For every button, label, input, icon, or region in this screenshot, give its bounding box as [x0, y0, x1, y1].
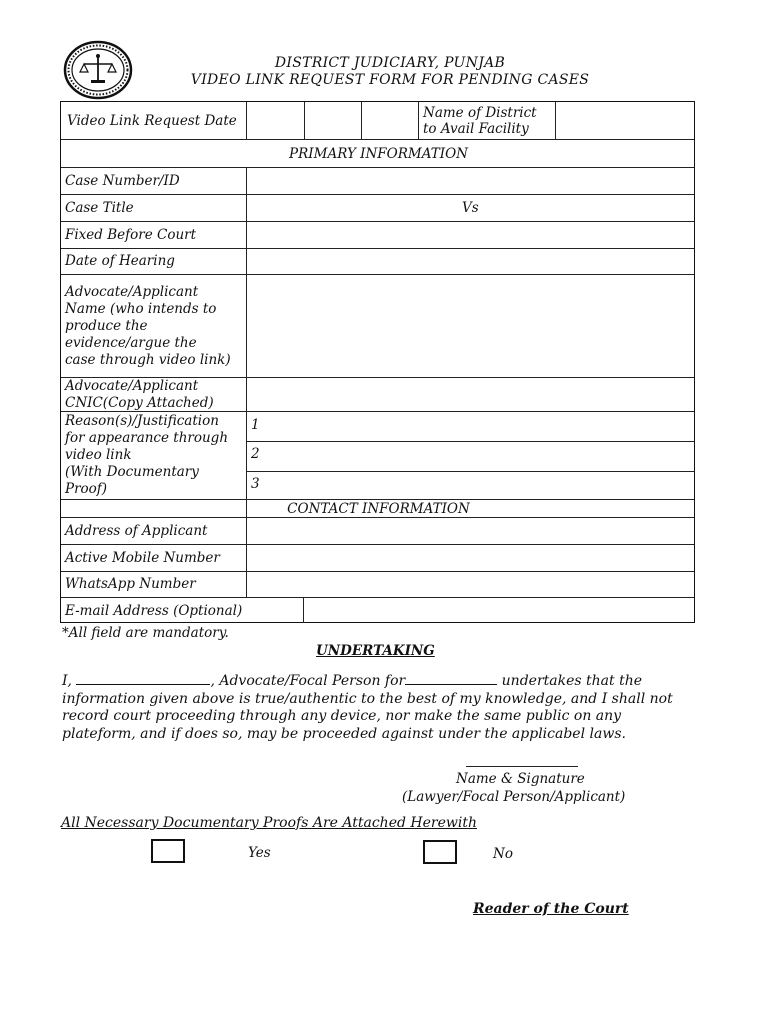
district-label-line1: Name of District: [423, 105, 537, 121]
request-date-label: Video Link Request Date: [67, 113, 237, 129]
undertaking-line1-start: I,: [62, 673, 72, 689]
proofs-statement: All Necessary Documentary Proofs Are Attached Herewith: [61, 815, 477, 831]
reason-label-line2: for appearance through: [65, 430, 229, 446]
case-title-field[interactable]: [247, 195, 693, 220]
address-field[interactable]: [247, 518, 693, 543]
case-number-field[interactable]: [247, 168, 693, 193]
undertaking-name-blank[interactable]: [76, 672, 210, 685]
undertaking-line1-middle: , Advocate/Focal Person for: [210, 673, 406, 689]
reason-2-field[interactable]: [266, 442, 693, 470]
address-label: Address of Applicant: [65, 523, 208, 539]
undertaking-line1-end: undertakes that the: [497, 673, 643, 689]
request-form-table: [60, 101, 695, 623]
reason-number-1: 1: [251, 417, 260, 433]
reason-label-line3: video link: [65, 447, 132, 463]
signature-name-label: Name & Signature: [456, 771, 585, 787]
mobile-field[interactable]: [247, 545, 693, 570]
case-number-label: Case Number/ID: [65, 173, 180, 189]
reader-of-court: Reader of the Court: [473, 901, 629, 917]
header-subtitle: VIDEO LINK REQUEST FORM FOR PENDING CASES: [190, 72, 590, 88]
whatsapp-field[interactable]: [247, 572, 693, 597]
cnic-field[interactable]: [247, 378, 693, 410]
undertaking-title: UNDERTAKING: [316, 643, 435, 659]
reason-label-line5: Proof): [65, 481, 108, 497]
proofs-no-checkbox[interactable]: [423, 840, 457, 864]
request-date-year-field[interactable]: [362, 103, 417, 138]
request-date-month-field[interactable]: [305, 103, 360, 138]
cnic-label-line2: CNIC(Copy Attached): [65, 395, 214, 411]
proofs-yes-checkbox[interactable]: [151, 839, 185, 863]
mandatory-note: *All field are mandatory.: [62, 625, 229, 641]
case-title-label: Case Title: [65, 200, 134, 216]
contact-information-heading: CONTACT INFORMATION: [287, 501, 470, 517]
reason-number-3: 3: [251, 476, 260, 492]
email-label: E-mail Address (Optional): [65, 603, 243, 619]
advocate-name-label-line5: case through video link): [65, 352, 231, 368]
cnic-label-line1: Advocate/Applicant: [65, 378, 199, 394]
district-label-line2: to Avail Facility: [423, 121, 529, 137]
court-field[interactable]: [247, 222, 693, 247]
header-title: DISTRICT JUDICIARY, PUNJAB: [274, 55, 506, 71]
court-label: Fixed Before Court: [65, 227, 197, 243]
reason-label-line1: Reason(s)/Justification: [65, 413, 219, 429]
mobile-label: Active Mobile Number: [65, 550, 220, 566]
undertaking-line3: record court proceeding through any device, nor make the same public on any: [62, 708, 622, 724]
email-field[interactable]: [304, 598, 693, 622]
advocate-name-label-line2: Name (who intends to: [65, 301, 217, 317]
district-field[interactable]: [556, 103, 694, 138]
undertaking-line2: information given above is true/authentic to the best of my knowledge, and I shall not: [62, 690, 673, 707]
reason-number-2: 2: [251, 446, 260, 462]
undertaking-line4: plateform, and if does so, may be proceeded against under the applicabel laws.: [62, 725, 626, 742]
court-seal-emblem: [62, 40, 134, 100]
advocate-name-label-line3: produce the: [65, 318, 148, 334]
undertaking-party-blank[interactable]: [405, 672, 497, 685]
reason-3-field[interactable]: [266, 472, 693, 498]
proofs-no-label: No: [493, 846, 513, 862]
signature-role-label: (Lawyer/Focal Person/Applicant): [402, 789, 626, 805]
advocate-name-label-line4: evidence/argue the: [65, 335, 197, 351]
reason-label-line4: (With Documentary: [65, 464, 199, 480]
undertaking-paragraph: [62, 672, 702, 743]
case-title-vs: Vs: [462, 200, 479, 216]
reason-1-field[interactable]: [266, 412, 693, 440]
signature-line: [466, 766, 578, 767]
advocate-name-label-line1: Advocate/Applicant: [65, 284, 199, 300]
request-date-day-field[interactable]: [247, 103, 303, 138]
hearing-date-field[interactable]: [247, 249, 693, 274]
primary-information-heading: PRIMARY INFORMATION: [289, 146, 468, 162]
hearing-date-label: Date of Hearing: [65, 253, 175, 269]
whatsapp-label: WhatsApp Number: [65, 576, 196, 592]
proofs-yes-label: Yes: [248, 845, 271, 861]
advocate-name-field[interactable]: [247, 275, 693, 376]
